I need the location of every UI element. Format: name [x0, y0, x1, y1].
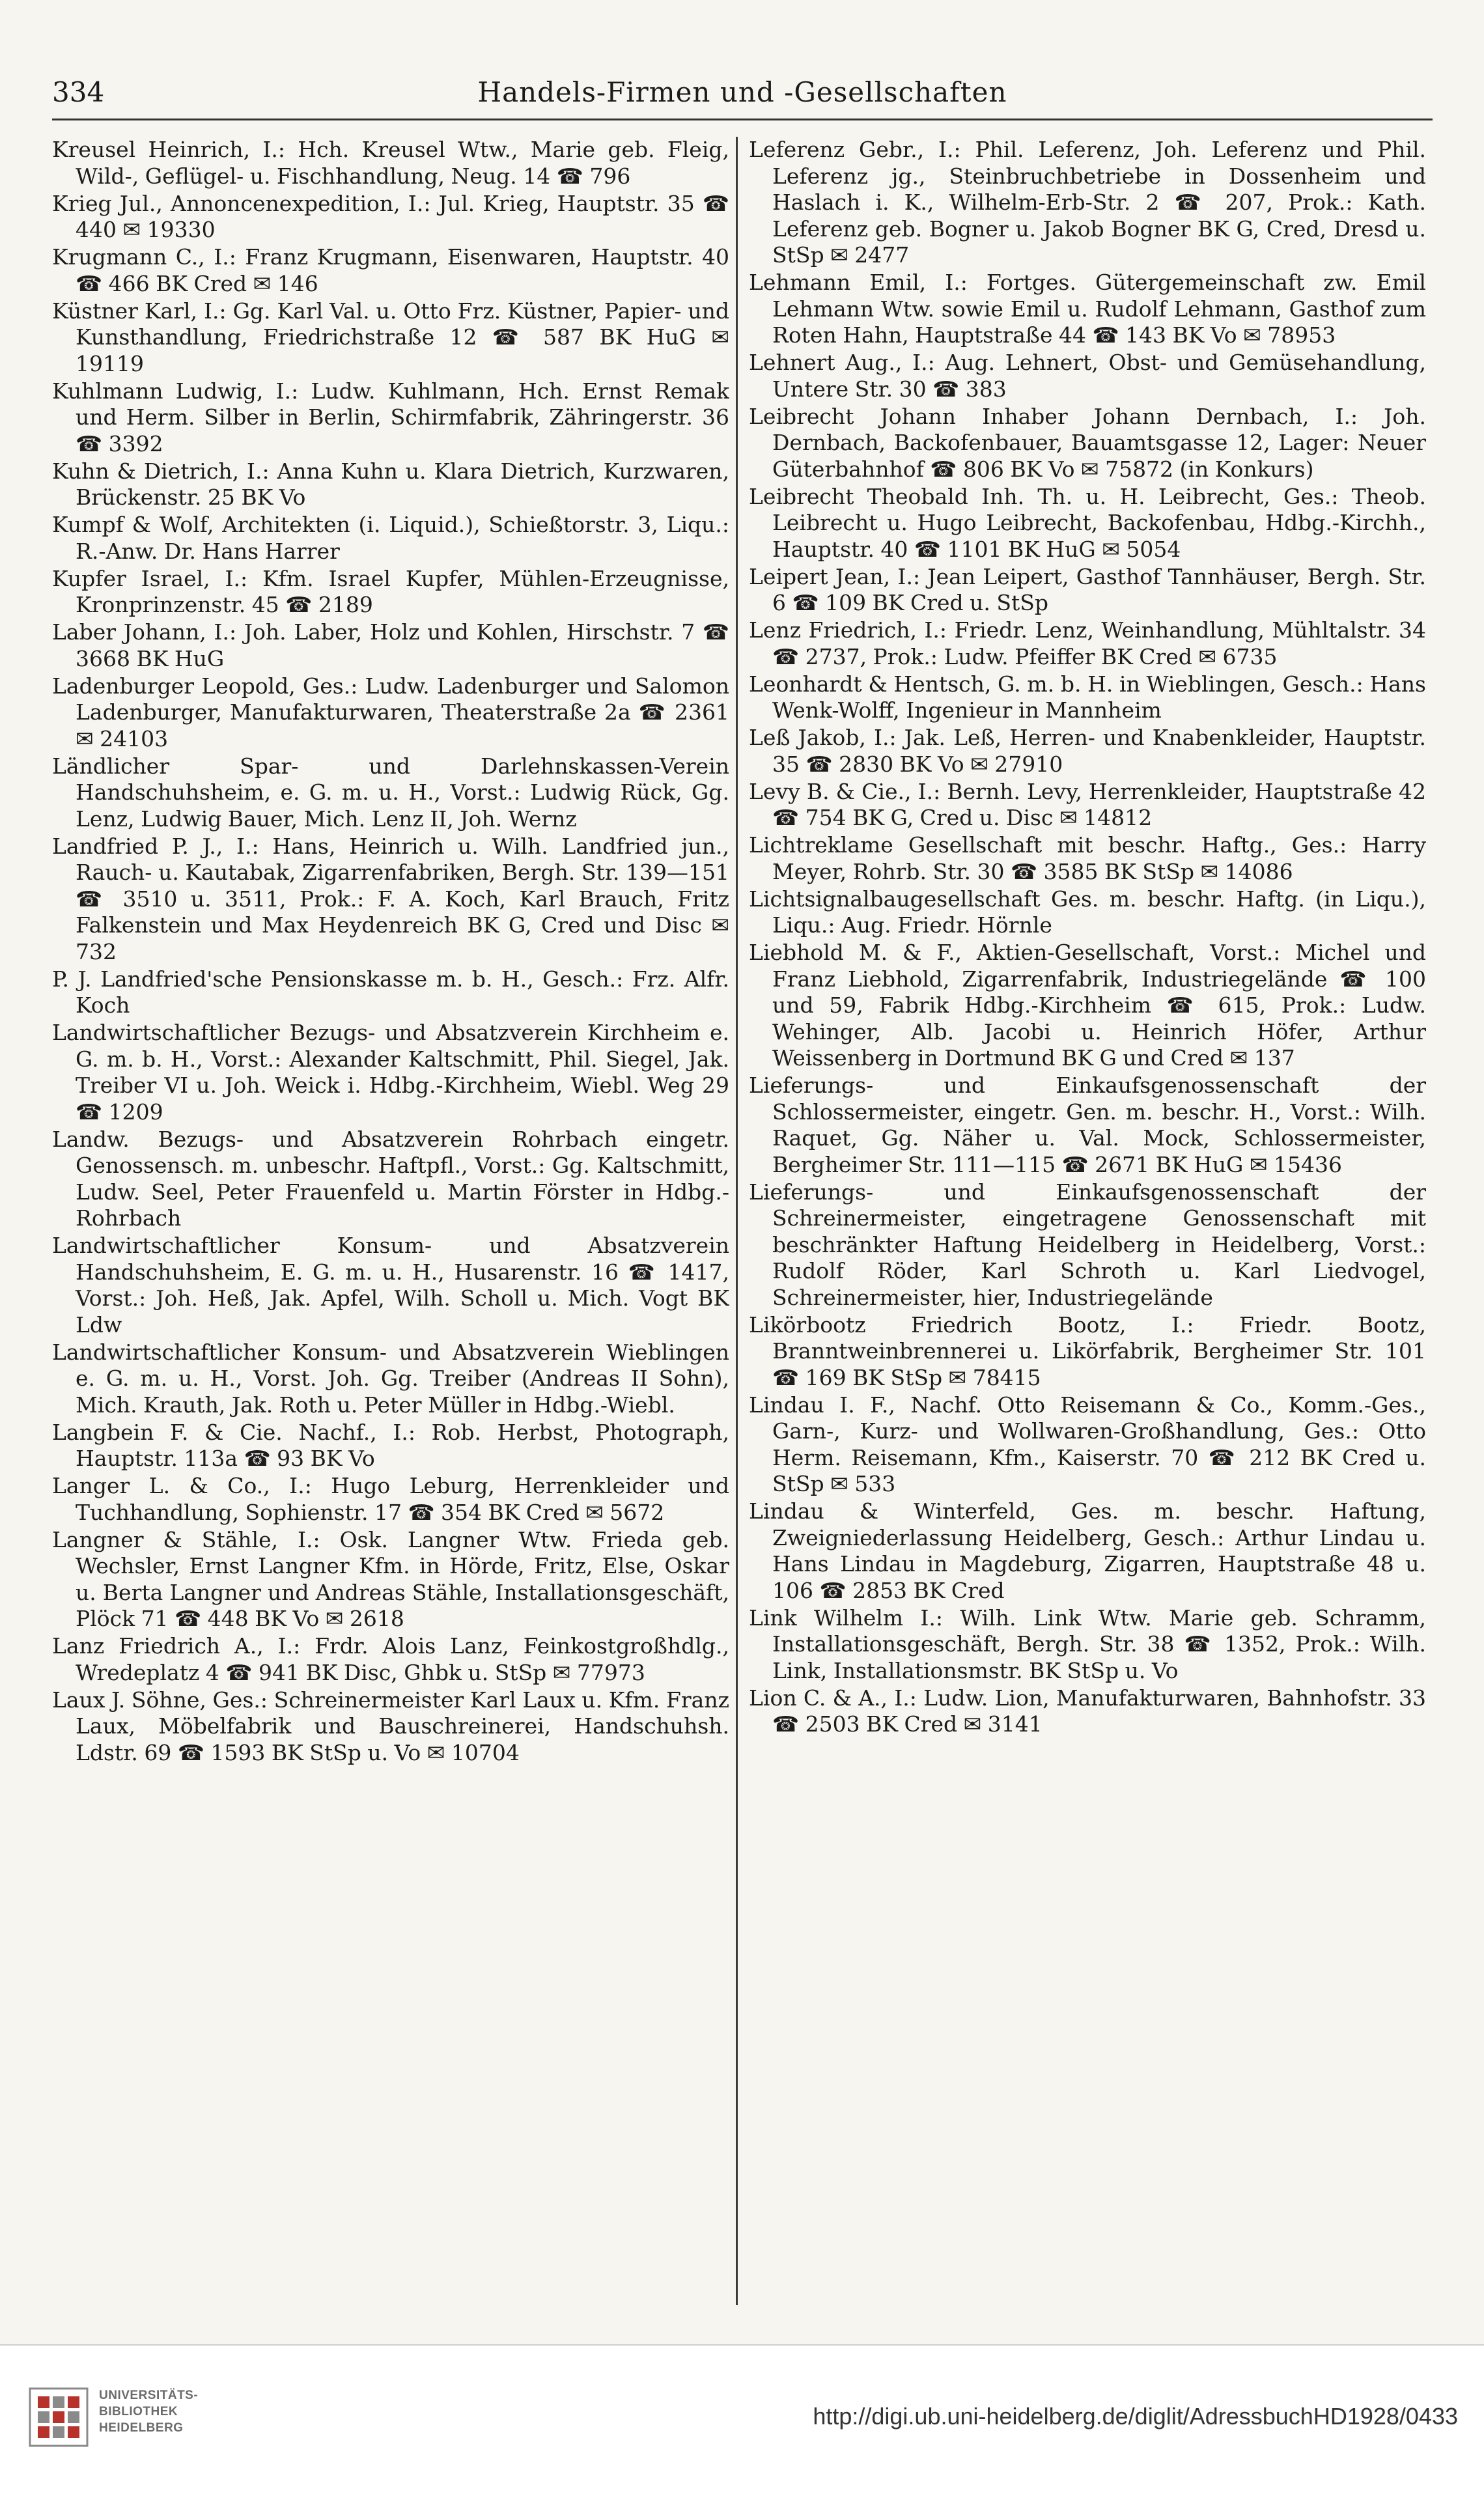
directory-entry: Landwirtschaftlicher Konsum- und Absatzverein Handschuhsheim, E. G. m. u. H., Husarenstr. 16 ☎ 1417, Vorst.: Joh. Heß, Jak. Apfel, Wilh. Scholl u. Mich. Vogt BK Ldw	[52, 1233, 729, 1338]
directory-entry: Lindau & Winterfeld, Ges. m. beschr. Haftung, Zweigniederlassung Heidelberg, Gesch.: Arthur Lindau u. Hans Lindau in Magdeburg, Zigarren, Hauptstraße 48 u. 106 ☎ 2853 BK Cred	[749, 1498, 1426, 1603]
directory-entry: Lehmann Emil, I.: Fortges. Gütergemeinschaft zw. Emil Lehmann Wtw. sowie Emil u. Rudolf Lehmann, Gasthof zum Roten Hahn, Hauptstraße 44 ☎ 143 BK Vo ✉ 78953	[749, 270, 1426, 348]
logo-line: UNIVERSITÄTS-	[99, 2389, 199, 2402]
directory-entry: Lichtsignalbaugesellschaft Ges. m. beschr. Haftg. (in Liqu.), Liqu.: Aug. Friedr. Hörnle	[749, 886, 1426, 938]
directory-entry: Likörbootz Friedrich Bootz, I.: Friedr. Bootz, Branntweinbrennerei u. Likörfabrik, Bergheimer Str. 101 ☎ 169 BK StSp ✉ 78415	[749, 1311, 1426, 1390]
directory-entry: Kumpf & Wolf, Architekten (i. Liquid.), Schießtorstr. 3, Liqu.: R.-Anw. Dr. Hans Harrer	[52, 512, 729, 564]
directory-entry: Leonhardt & Hentsch, G. m. b. H. in Wieblingen, Gesch.: Hans Wenk-Wolff, Ingenieur in Mannheim	[749, 671, 1426, 723]
directory-entry: Liebhold M. & F., Aktien-Gesellschaft, Vorst.: Michel und Franz Liebhold, Zigarrenfabrik, Industriegelände ☎ 100 und 59, Fabrik Hdbg.-Kirchheim ☎ 615, Prok.: Ludw. Wehinger, Alb. Jacobi u. Heinrich Höfer, Arthur Weissenberg in Dortmund BK G und Cred ✉ 137	[749, 940, 1426, 1071]
directory-entry: Landfried P. J., I.: Hans, Heinrich u. Wilh. Landfried jun., Rauch- u. Kautabak, Zigarrenfabriken, Bergh. Str. 139—151 ☎ 3510 u. 3511, Prok.: F. A. Koch, Karl Brauch, Fritz Falkenstein und Max Heydenreich BK G, Cred und Disc ✉ 732	[52, 833, 729, 964]
directory-entry: Lehnert Aug., I.: Aug. Lehnert, Obst- und Gemüsehandlung, Untere Str. 30 ☎ 383	[749, 350, 1426, 402]
directory-entry: Leß Jakob, I.: Jak. Leß, Herren- und Knabenkleider, Hauptstr. 35 ☎ 2830 BK Vo ✉ 27910	[749, 725, 1426, 777]
running-head-title: Handels-Firmen und -Gesellschaften	[477, 76, 1007, 108]
directory-entry: Ländlicher Spar- und Darlehnskassen-Verein Handschuhsheim, e. G. m. u. H., Vorst.: Ludwig Rück, Gg. Lenz, Ludwig Bauer, Mich. Lenz II, Joh. Wernz	[52, 753, 729, 832]
directory-entry: Krugmann C., I.: Franz Krugmann, Eisenwaren, Hauptstr. 40 ☎ 466 BK Cred ✉ 146	[52, 244, 729, 296]
directory-entry: Kreusel Heinrich, I.: Hch. Kreusel Wtw., Marie geb. Fleig, Wild-, Geflügel- u. Fischhandlung, Neug. 14 ☎ 796	[52, 137, 729, 189]
directory-entry: Leibrecht Johann Inhaber Johann Dernbach, I.: Joh. Dernbach, Backofenbauer, Bauamtsgasse 12, Lager: Neuer Güterbahnhof ☎ 806 BK Vo ✉ 75872 (in Konkurs)	[749, 403, 1426, 482]
directory-entry: Langner & Stähle, I.: Osk. Langner Wtw. Frieda geb. Wechsler, Ernst Langner Kfm. in Hörde, Fritz, Else, Oskar u. Berta Langner und Andreas Stähle, Installationsgeschäft, Plöck 71 ☎ 448 BK Vo ✉ 2618	[52, 1526, 729, 1631]
logo-line: HEIDELBERG	[99, 2421, 184, 2435]
column-divider	[736, 137, 738, 2305]
logo-line: BIBLIOTHEK	[99, 2405, 178, 2418]
directory-entry: Landwirtschaftlicher Konsum- und Absatzverein Wieblingen e. G. m. u. H., Vorst. Joh. Gg. Treiber (Andreas II Sohn), Mich. Krauth, Jak. Roth u. Peter Müller in Hdbg.-Wiebl.	[52, 1339, 729, 1418]
right-column	[749, 137, 1426, 2312]
directory-entry: Kuhlmann Ludwig, I.: Ludw. Kuhlmann, Hch. Ernst Remak und Herm. Silber in Berlin, Schirmfabrik, Zähringerstr. 36 ☎ 3392	[52, 378, 729, 456]
directory-entry: Leibrecht Theobald Inh. Th. u. H. Leibrecht, Ges.: Theob. Leibrecht u. Hugo Leibrecht, Backofenbau, Hdbg.-Kirchh., Hauptstr. 40 ☎ 1101 BK HuG ✉ 5054	[749, 483, 1426, 562]
directory-entry: Levy B. & Cie., I.: Bernh. Levy, Herrenkleider, Hauptstraße 42 ☎ 754 BK G, Cred u. Disc ✉ 14812	[749, 778, 1426, 830]
directory-entry: Landw. Bezugs- und Absatzverein Rohrbach eingetr. Genossensch. m. unbeschr. Haftpfl., Vorst.: Gg. Kaltschmitt, Ludw. Seel, Peter Frauenfeld u. Martin Förster in Hdbg.-Rohrbach	[52, 1126, 729, 1231]
directory-entry: Lanz Friedrich A., I.: Frdr. Alois Lanz, Feinkostgroßhdlg., Wredeplatz 4 ☎ 941 BK Disc, Ghbk u. StSp ✉ 77973	[52, 1633, 729, 1685]
library-logo-text	[99, 2387, 198, 2436]
left-column	[52, 137, 729, 2312]
directory-entry: Leferenz Gebr., I.: Phil. Leferenz, Joh. Leferenz und Phil. Leferenz jg., Steinbruchbetriebe in Dossenheim und Haslach i. K., Wilhelm-Erb-Str. 2 ☎ 207, Prok.: Kath. Leferenz geb. Bogner u. Jakob Bogner BK G, Cred, Dresd u. StSp ✉ 2477	[749, 137, 1426, 268]
directory-entry: Laux J. Söhne, Ges.: Schreinermeister Karl Laux u. Kfm. Franz Laux, Möbelfabrik und Bauschreinerei, Handschuhsh. Ldstr. 69 ☎ 1593 BK StSp u. Vo ✉ 10704	[52, 1687, 729, 1765]
directory-entry: Lieferungs- und Einkaufsgenossenschaft der Schlossermeister, eingetr. Gen. m. beschr. H., Vorst.: Wilh. Raquet, Gg. Näher u. Val. Mock, Schlossermeister, Bergheimer Str. 111—115 ☎ 2671 BK HuG ✉ 15436	[749, 1072, 1426, 1177]
directory-entry: Landwirtschaftlicher Bezugs- und Absatzverein Kirchheim e. G. m. b. H., Vorst.: Alexander Kaltschmitt, Phil. Siegel, Jak. Treiber VI u. Joh. Weick i. Hdbg.-Kirchheim, Wiebl. Weg 29 ☎ 1209	[52, 1020, 729, 1125]
page-header	[52, 73, 1433, 120]
directory-entry: Leipert Jean, I.: Jean Leipert, Gasthof Tannhäuser, Bergh. Str. 6 ☎ 109 BK Cred u. StSp	[749, 563, 1426, 615]
directory-entry: P. J. Landfried'sche Pensionskasse m. b. H., Gesch.: Frz. Alfr. Koch	[52, 966, 729, 1018]
directory-entry: Kupfer Israel, I.: Kfm. Israel Kupfer, Mühlen-Erzeugnisse, Kronprinzenstr. 45 ☎ 2189	[52, 565, 729, 617]
library-logo-icon	[26, 2385, 91, 2450]
viewer-footer	[0, 2344, 1484, 2509]
library-logo	[26, 2378, 221, 2456]
directory-entry: Küstner Karl, I.: Gg. Karl Val. u. Otto Frz. Küstner, Papier- und Kunsthandlung, Friedrichstraße 12 ☎ 587 BK HuG ✉ 19119	[52, 298, 729, 376]
page-number: 334	[52, 76, 105, 108]
directory-entry: Link Wilhelm I.: Wilh. Link Wtw. Marie geb. Schramm, Installationsgeschäft, Bergh. Str. 38 ☎ 1352, Prok.: Wilh. Link, Installationsmstr. BK StSp u. Vo	[749, 1605, 1426, 1683]
source-url-link[interactable]: http://digi.ub.uni-heidelberg.de/diglit/AdressbuchHD1928/0433	[813, 2403, 1458, 2430]
directory-entry: Lion C. & A., I.: Ludw. Lion, Manufakturwaren, Bahnhofstr. 33 ☎ 2503 BK Cred ✉ 3141	[749, 1685, 1426, 1737]
directory-entry: Lichtreklame Gesellschaft mit beschr. Haftg., Ges.: Harry Meyer, Rohrb. Str. 30 ☎ 3585 BK StSp ✉ 14086	[749, 832, 1426, 884]
directory-entry: Lieferungs- und Einkaufsgenossenschaft der Schreinermeister, eingetragene Genossenschaft mit beschränkter Haftung Heidelberg in Heidelberg, Vorst.: Rudolf Röder, Karl Schroth u. Karl Liedvogel, Schreinermeister, hier, Industriegelände	[749, 1179, 1426, 1310]
directory-entry: Laber Johann, I.: Joh. Laber, Holz und Kohlen, Hirschstr. 7 ☎ 3668 BK HuG	[52, 619, 729, 671]
directory-entry: Kuhn & Dietrich, I.: Anna Kuhn u. Klara Dietrich, Kurzwaren, Brückenstr. 25 BK Vo	[52, 458, 729, 510]
directory-entry: Langer L. & Co., I.: Hugo Leburg, Herrenkleider und Tuchhandlung, Sophienstr. 17 ☎ 354 BK Cred ✉ 5672	[52, 1473, 729, 1525]
directory-entry: Langbein F. & Cie. Nachf., I.: Rob. Herbst, Photograph, Hauptstr. 113a ☎ 93 BK Vo	[52, 1419, 729, 1471]
directory-entry: Ladenburger Leopold, Ges.: Ludw. Ladenburger und Salomon Ladenburger, Manufakturwaren, Theaterstraße 2a ☎ 2361 ✉ 24103	[52, 673, 729, 751]
directory-entry: Krieg Jul., Annoncenexpedition, I.: Jul. Krieg, Hauptstr. 35 ☎ 440 ✉ 19330	[52, 190, 729, 242]
directory-entry: Lindau I. F., Nachf. Otto Reisemann & Co., Komm.-Ges., Garn-, Kurz- und Wollwaren-Großhandlung, Ges.: Otto Herm. Reisemann, Kfm., Kaiserstr. 70 ☎ 212 BK Cred u. StSp ✉ 533	[749, 1392, 1426, 1496]
directory-entry: Lenz Friedrich, I.: Friedr. Lenz, Weinhandlung, Mühltalstr. 34 ☎ 2737, Prok.: Ludw. Pfeiffer BK Cred ✉ 6735	[749, 617, 1426, 669]
